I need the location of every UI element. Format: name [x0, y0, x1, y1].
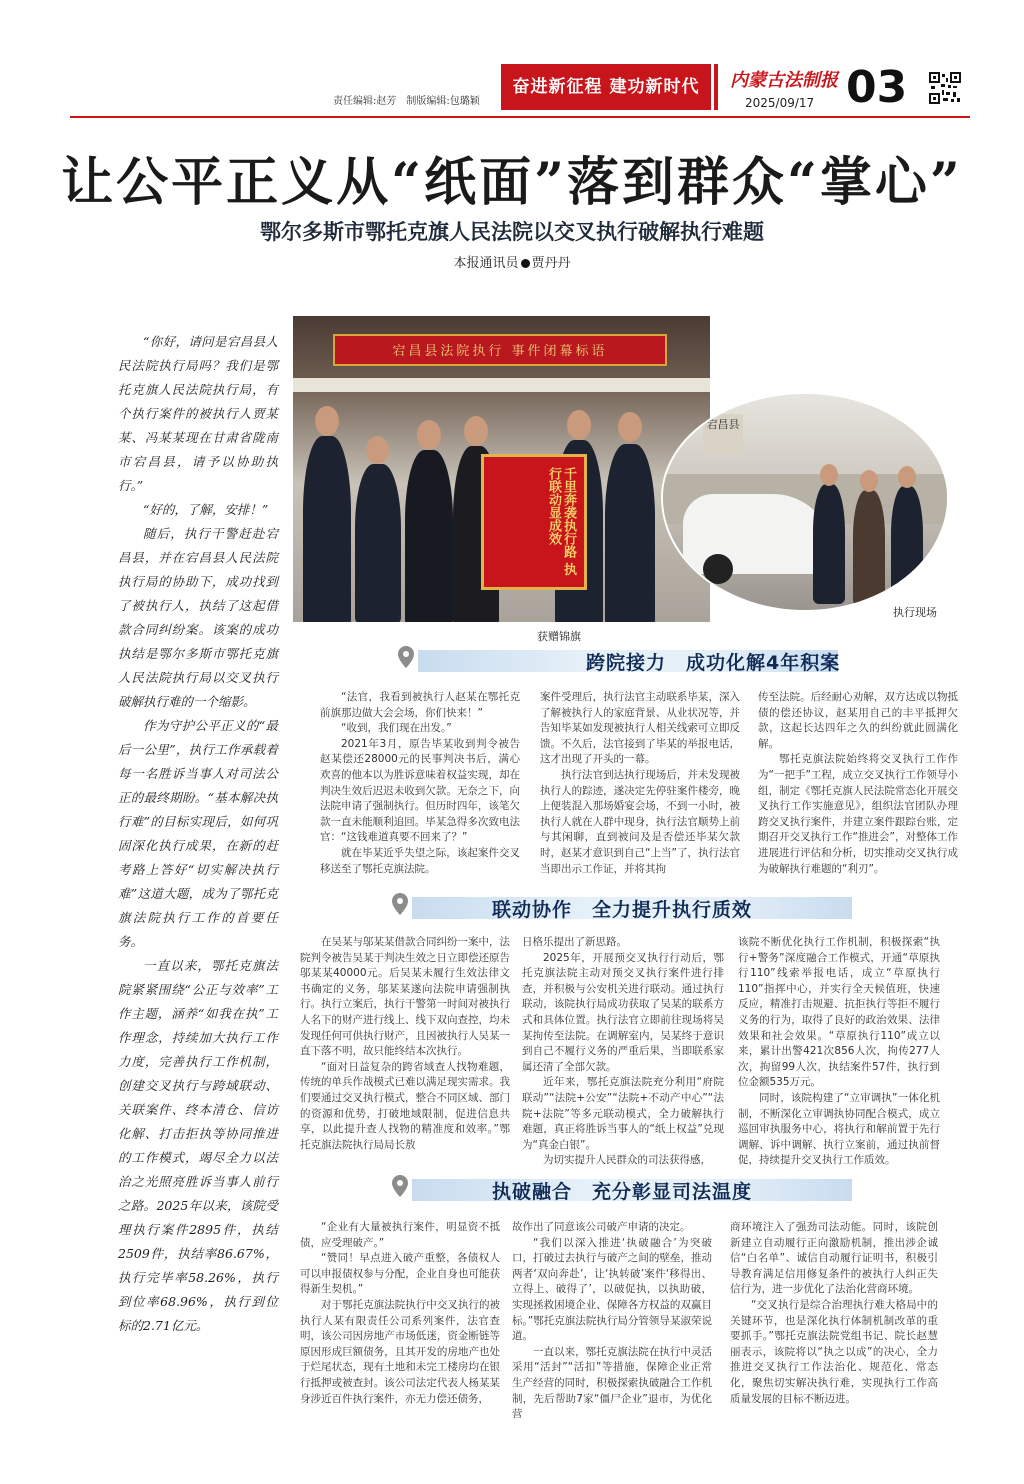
- issue-date: 2025/09/17: [745, 96, 815, 110]
- person-figure: [891, 486, 923, 606]
- location-pin-icon: [392, 893, 408, 915]
- body-paragraph: “赞同！早点进入破产重整，各债权人可以申报债权参与分配，企业自身也可能获得新生契机。”: [300, 1252, 500, 1296]
- photo-execution-scene: [661, 392, 949, 612]
- body-paragraph: 商环境注入了强劲司法动能。同时，该院创新建立自动履行正向激励机制，推出涉企诚信“白名单”、诚信自动履行证明书，积极引导教育满足信用修复条件的被执行人纠正失信行为，进一步优化了法治化营商环境。: [730, 1221, 938, 1296]
- byline-prefix: 本报通讯员: [453, 256, 519, 271]
- section2-column-1: [300, 935, 510, 1153]
- section2-column-2: [522, 935, 724, 1169]
- body-paragraph: 案件受理后，执行法官主动联系毕某，深入了解被执行人的家庭背景、从业状况等，并告知毕某如发现被执行人相关线索可立即反馈。不久后，法官接到了毕某的举报电话，这才出现了开头的一幕。: [540, 691, 740, 766]
- person-head: [366, 436, 389, 464]
- car-wheel: [703, 554, 733, 584]
- intro-paragraph: 一直以来，鄂托克旗法院紧紧围绕“公正与效率”工作主题，涵养“如我在执”工作理念，持续加大执行工作力度，完善执行工作机制，创建交叉执行与跨域联动、关联案件、终本清仓、信访化解、打击拒执等协同推进的工作模式，竭尽全力以法治之光照亮胜诉当事人前行之路。2025年以来，该院受理执行案件2895件，执结2509件，执结率86.67%，执行完毕率58.26%，执行到位率68.96%，执行到位标的2.71亿元。: [118, 958, 278, 1333]
- intro-paragraph: 随后，执行干警赶赴宕昌县，并在宕昌县人民法院执行局的协助下，成功找到了被执行人，执结了这起借款合同纠纷案。该案的成功执结是鄂尔多斯市鄂托克旗人民法院执行局以交叉执行破解执行难的一个缩影。: [118, 526, 278, 709]
- photo-banner: [333, 334, 667, 366]
- intro-paragraph: “好的，了解，安排！”: [143, 502, 269, 517]
- section3-column-2: [512, 1220, 712, 1423]
- body-paragraph: “我们以深入推进‘执破融合’为突破口，打破过去执行与破产之间的壁垒，推动两者‘双向奔赴’，让‘执转破’案件‘移得出、立得上、破得了’，以破促执，以执助破，实现拯救困境企业、保障各方权益的双赢目标。”鄂托克旗法院执行局分管领导某淑荣说道。: [512, 1236, 712, 1343]
- body-paragraph: 在吴某与邬某某借款合同纠纷一案中，法院判令被告吴某于判决生效之日立即偿还原告邬某某40000元。后吴某未履行生效法律文书确定的义务，邬某某遂向法院申请强制执行。执行立案后，执行干警第一时间对被执行人名下的财产进行线上、线下双向查控，均未发现任何可供执行财产，且因被执行人吴某一直下落不明，故只能终结本次执行。: [300, 936, 510, 1058]
- section2-column-3: [738, 935, 940, 1169]
- section-title: 执破融合 充分彰显司法温度: [492, 1181, 753, 1203]
- section-title: 跨院接力 成功化解4年积案: [586, 652, 841, 674]
- byline: [0, 252, 1024, 271]
- subheadline: 鄂尔多斯市鄂托克旗人民法院以交叉执行破解执行难题: [260, 220, 764, 244]
- byline-author: 贾丹丹: [531, 256, 571, 271]
- intro-column: [118, 330, 278, 1338]
- body-paragraph: “企业有大量被执行案件，明显资不抵债，应受理破产。”: [300, 1221, 500, 1249]
- person-head: [315, 406, 339, 436]
- person-figure: [813, 484, 845, 604]
- location-pin-icon: [392, 1175, 408, 1197]
- section1-column-1: [320, 690, 520, 877]
- person-head: [898, 466, 916, 488]
- slogan-divider: [714, 64, 718, 110]
- body-paragraph: “法官，我看到被执行人赵某在鄂托克前旗那边做大会会场，你们快来！”: [320, 691, 520, 719]
- body-paragraph: 就在毕某近乎失望之际，该起案件交叉移送至了鄂托克旗法院。: [320, 846, 520, 875]
- body-paragraph: 近年来，鄂托克旗法院充分利用“府院联动”“法院+公安”“法院+不动产中心”“法院+法院”等多元联动模式，全力破解执行难题，真正将胜诉当事人的“纸上权益”兑现为“真金白银”。: [522, 1076, 724, 1151]
- body-paragraph: 日格乐提出了新思路。: [522, 936, 627, 948]
- body-paragraph: “交叉执行是综合治理执行难大格局中的关键环节，也是深化执行体制机制改革的重要抓手。”鄂托克旗法院党组书记、院长赵慧丽表示，该院将以“执之以成”的决心，全力推进交叉执行工作法治化、规范化、常态化，聚焦切实解决执行难，实现执行工作高质量发展的目标不断迈进。: [730, 1298, 938, 1405]
- qr-code-icon: [929, 72, 961, 104]
- person-head: [464, 416, 488, 446]
- person-head: [618, 412, 642, 442]
- photo-banner-text: 宕昌县法院执行 事件闭幕标语: [392, 344, 608, 359]
- photo-caption-right: 执行现场: [893, 606, 937, 619]
- body-paragraph: 鄂托克旗法院始终将交叉执行工作作为“一把手”工程，成立交叉执行工作领导小组，制定《鄂托克旗人民法院常态化开展交叉执行工作实施意见》，组织法官团队办理跨交叉执行案件，并建立案件跟踪台账，定期召开交叉执行工作“推进会”，对整体工作进展进行评估和分析，切实推动交叉执行成为破解执行难题的“利刃”。: [758, 753, 958, 875]
- person-head: [860, 470, 878, 492]
- section-heading-3: [392, 1175, 852, 1203]
- body-paragraph: 一直以来，鄂托克旗法院在执行中灵活采用“活封”“活扣”等措施，保障企业正常生产经营的同时，积极探索执破融合工作机制，先后帮助7家“僵尸企业”退市，为优化营: [512, 1345, 712, 1421]
- body-paragraph: 该院不断优化执行工作机制，积极探索“执行+警务”深度融合工作模式，开通“草原执行110”线索举报电话，成立“草原执行110”指挥中心，并实行全天候值班，快速反应，精准打击规避、抗拒执行等拒不履行义务的行为，取得了良好的政治效果、法律效果和社会效果。“草原执行110”成立以来，累计出警421次856人次，拘传277人次，拘留99人次，执结案件57件，执行到位金额535万元。: [738, 936, 940, 1089]
- newspaper-logo: 内蒙古法制报: [730, 70, 838, 91]
- location-pin-icon: [398, 646, 414, 668]
- body-paragraph: “收到，我们现在出发。”: [341, 722, 452, 735]
- photo-caption-left: 获赠锦旗: [537, 630, 581, 643]
- person-figure: [605, 444, 655, 622]
- person-figure: [355, 464, 401, 622]
- photo-wall: [293, 378, 710, 392]
- person-head: [820, 464, 838, 486]
- headline: 让公平正义从“纸面”落到群众“掌心”: [61, 152, 963, 213]
- section-title: 联动协作 全力提升执行质效: [492, 899, 753, 921]
- body-paragraph: 2025年，开展预交叉执行行动后，鄂托克旗法院主动对预交叉执行案件进行排查，并积极与公安机关进行联动。通过执行联动，该院执行局成功获取了吴某的联系方式和具体位置。执行法官立即前往现场将吴某拘传至法院。在调解室内，吴某终于意识到自己不履行义务的严重后果，当即联系家属还清了全部欠款。: [522, 951, 724, 1073]
- body-paragraph: 传至法院。后经耐心劝解，双方达成以物抵债的偿还协议，赵某用自己的丰平抵押欠款，这起长达四年之久的纠纷就此圆满化解。: [758, 691, 958, 750]
- slogan-banner: 奋进新征程 建功新时代: [501, 64, 711, 110]
- section3-column-3: [730, 1220, 938, 1407]
- section3-column-1: [300, 1220, 500, 1407]
- intro-paragraph: “你好，请问是宕昌县人民法院执行局吗？我们是鄂托克旗人民法院执行局，有个执行案件的被执行人贾某某、冯某某现在甘肃省陇南市宕昌县，请予以协助执行。”: [118, 334, 278, 493]
- person-figure: [405, 450, 453, 622]
- bullet-dot-icon: [521, 259, 530, 268]
- person-figure: [303, 436, 351, 622]
- page-number: 03: [846, 62, 908, 113]
- person-figure: [853, 490, 885, 606]
- section1-column-3: [758, 690, 958, 877]
- body-paragraph: 对于鄂托克旗法院执行中交叉执行的被执行人某有限责任公司系列案件，法官查明，该公司因房地产市场低迷，资金断链等原因形成巨额债务，且其开发的房地产也处于烂尾状态，现有土地和未完工楼房均在银行抵押或被查封。该公司法定代表人杨某某身涉近百件执行案件，亦无力偿还债务，: [300, 1298, 500, 1405]
- pennant-text: 千里奔袭执行路 执行联动显成效: [546, 467, 576, 576]
- photo-pennant-presentation: [293, 316, 710, 622]
- body-paragraph: 执行法官到达执行现场后，并未发现被执行人的踪迹，遂决定先停驻案件楼旁，晚上便装混入那场婚宴会场，不到一小时，被执行人就在人群中现身，执行法官顺势上前与其闲聊，直到被问及是否偿还毕某欠款时，赵某才意识到自己“上当”了，执行法官当即出示工作证，并将其拘: [540, 768, 740, 875]
- editor-credits: 责任编辑:赵芳 制版编辑:包璐颖: [333, 96, 480, 107]
- body-paragraph: 同时，该院构建了“立审调执”一体化机制，不断深化立审调执协同配合模式，成立巡回审执服务中心，将执行和解前置于先行调解、诉中调解、执行立案前，通过执前督促，持续提升交叉执行工作质效。: [738, 1091, 940, 1167]
- section-heading-2: [392, 893, 852, 921]
- body-paragraph: 2021年3月，原告毕某收到判令被告赵某偿还28000元的民事判决书后，满心欢喜的他本以为胜诉意味着权益实现，却在判决生效后迟迟未收到欠款。无奈之下，向法院申请了强制执行。但历时四年，该笔欠款一直未能顺利追回。毕某急得多次致电法官：“这钱难道真要不回来了？”: [320, 737, 520, 844]
- person-head: [567, 410, 591, 440]
- person-head: [417, 420, 441, 450]
- body-paragraph: 为切实提升人民群众的司法获得感，: [543, 1154, 711, 1167]
- section1-column-2: [540, 690, 740, 877]
- body-paragraph: 故作出了同意该公司破产申请的决定。: [512, 1221, 691, 1233]
- building-sign: 宕昌县: [703, 414, 743, 454]
- masthead-rule: [70, 116, 970, 118]
- intro-paragraph: 作为守护公平正义的“最后一公里”，执行工作承载着每一名胜诉当事人对司法公正的最终期盼。“基本解决执行难”的目标实现后，如何巩固深化执行成果，在新的赶考路上答好“切实解决执行难”这道大题，成为了鄂托克旗法院执行工作的首要任务。: [118, 718, 278, 949]
- body-paragraph: “面对日益复杂的跨省域查人找物难题，传统的单兵作战模式已难以满足现实需求。我们要通过交叉执行模式，整合不同区域、部门的资源和优势，打破地域限制，促进信息共享，以此提升查人找物的精准度和效率。”鄂托克旗法院执行局局长敖: [300, 1060, 510, 1151]
- section-heading-1: [398, 646, 841, 674]
- pennant-flag: [481, 454, 587, 590]
